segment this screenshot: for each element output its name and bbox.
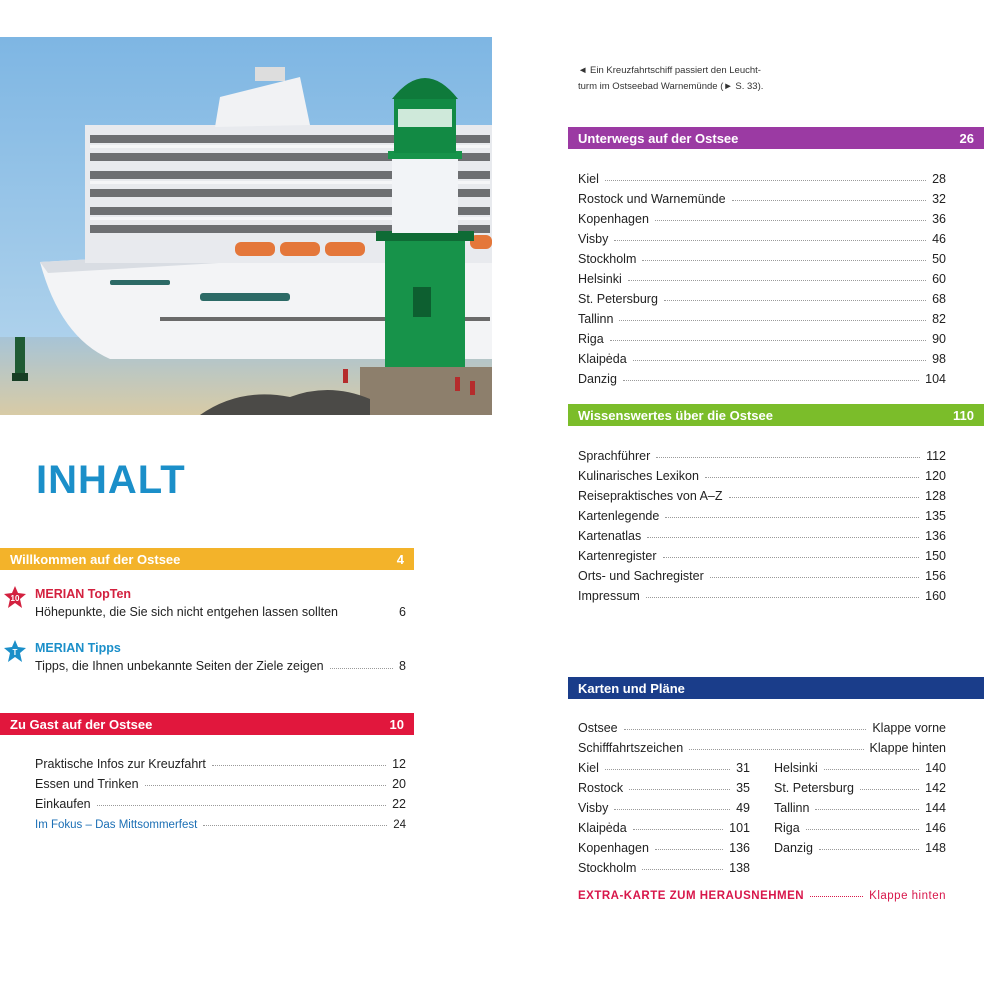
section-page: 10 xyxy=(389,716,404,732)
toc-label: Kulinarisches Lexikon xyxy=(578,469,699,483)
section-label: Zu Gast auf der Ostsee xyxy=(10,716,153,732)
toc-label: Einkaufen xyxy=(35,797,91,811)
toc-row[interactable] xyxy=(578,206,946,226)
toc-page: 24 xyxy=(393,819,406,831)
toc-label: Orts- und Sachregister xyxy=(578,569,704,583)
karten-full-list xyxy=(578,715,946,755)
toc-label: Kopenhagen xyxy=(578,212,649,226)
toc-page: 136 xyxy=(925,529,946,543)
merian-topten-text: Höhepunkte, die Sie sich nicht entgehen lassen sollten xyxy=(35,605,338,619)
merian-topten-entry[interactable] xyxy=(4,586,406,620)
section-label: Unterwegs auf der Ostsee xyxy=(578,130,739,146)
toc-row[interactable] xyxy=(578,226,946,246)
toc-label: Rostock xyxy=(578,781,624,795)
karten-right-list xyxy=(774,755,946,855)
toc-row[interactable] xyxy=(578,795,750,815)
toc-label: Helsinki xyxy=(578,272,622,286)
toc-row[interactable] xyxy=(578,346,946,366)
toc-page: 36 xyxy=(932,212,946,226)
tipps-badge-icon xyxy=(4,640,26,662)
toc-label: Kiel xyxy=(578,761,599,775)
section-page: 110 xyxy=(953,407,974,423)
toc-label: Kartenlegende xyxy=(578,509,660,523)
toc-label: Riga xyxy=(774,821,800,835)
svg-text:10: 10 xyxy=(10,594,20,603)
toc-label: Visby xyxy=(578,801,609,815)
toc-page: 112 xyxy=(926,449,946,463)
section-page: 4 xyxy=(396,551,404,567)
toc-label: Essen und Trinken xyxy=(35,777,139,791)
toc-page: 120 xyxy=(925,469,946,483)
toc-page: 146 xyxy=(925,821,946,835)
toc-row[interactable] xyxy=(578,166,946,186)
toc-row[interactable] xyxy=(578,755,750,775)
toc-row[interactable] xyxy=(35,791,406,811)
toc-row[interactable] xyxy=(578,583,946,603)
toc-page: 98 xyxy=(932,352,946,366)
toc-page: Klappe vorne xyxy=(872,721,946,735)
toc-page: 68 xyxy=(932,292,946,306)
toc-page: 12 xyxy=(392,757,406,771)
toc-label: Klaipėda xyxy=(578,352,627,366)
toc-label: Riga xyxy=(578,332,604,346)
toc-label: St. Petersburg xyxy=(774,781,854,795)
caption-line-2: turm im Ostseebad Warnemünde (► S. 33). xyxy=(578,81,764,92)
unterwegs-list xyxy=(578,166,946,386)
toc-row[interactable] xyxy=(578,543,946,563)
toc-label: Danzig xyxy=(578,372,617,386)
toc-label: Kartenregister xyxy=(578,549,657,563)
toc-page: 20 xyxy=(392,777,406,791)
toc-page: 140 xyxy=(925,761,946,775)
toc-page: 90 xyxy=(932,332,946,346)
toc-row[interactable] xyxy=(578,463,946,483)
karten-left-list xyxy=(578,755,750,875)
cover-photo xyxy=(0,37,492,415)
toc-label: Praktische Infos zur Kreuzfahrt xyxy=(35,757,206,771)
toc-page: 136 xyxy=(729,841,750,855)
toc-row[interactable] xyxy=(578,286,946,306)
merian-topten-title: MERIAN TopTen xyxy=(35,587,132,601)
section-label: Willkommen auf der Ostsee xyxy=(10,551,181,567)
toc-row[interactable] xyxy=(774,795,946,815)
section-bar-willkommen[interactable] xyxy=(0,548,414,570)
toc-row[interactable] xyxy=(774,755,946,775)
wissenswertes-list xyxy=(578,443,946,603)
merian-tipps-title: MERIAN Tipps xyxy=(35,641,121,655)
toc-page: 104 xyxy=(925,372,946,386)
toc-row[interactable] xyxy=(578,523,946,543)
toc-page: 138 xyxy=(729,861,750,875)
toc-row[interactable] xyxy=(35,751,406,771)
toc-page: 142 xyxy=(925,781,946,795)
toc-page: 128 xyxy=(925,489,946,503)
section-bar-zugast[interactable] xyxy=(0,713,414,735)
toc-label: Reisepraktisches von A–Z xyxy=(578,489,723,503)
photo-caption xyxy=(578,63,763,95)
section-label: Wissenswertes über die Ostsee xyxy=(578,407,773,423)
toc-row[interactable] xyxy=(578,266,946,286)
toc-row[interactable] xyxy=(578,735,946,755)
toc-row[interactable] xyxy=(578,563,946,583)
extra-map-label: EXTRA-KARTE ZUM HERAUSNEHMEN xyxy=(578,890,805,902)
merian-topten-page: 6 xyxy=(399,605,406,619)
toc-label: Ostsee xyxy=(578,721,618,735)
toc-page: 156 xyxy=(925,569,946,583)
zugast-list xyxy=(35,751,406,831)
toc-label: Tallinn xyxy=(578,312,614,326)
section-bar-unterwegs[interactable] xyxy=(568,127,984,149)
toc-row[interactable] xyxy=(578,326,946,346)
page-title: INHALT xyxy=(36,458,186,502)
toc-label: Visby xyxy=(578,232,609,246)
toc-label: Kopenhagen xyxy=(578,841,649,855)
toc-row[interactable] xyxy=(578,775,750,795)
toc-page: 49 xyxy=(736,801,750,815)
extra-map-entry[interactable] xyxy=(578,882,946,902)
toc-row[interactable] xyxy=(578,503,946,523)
toc-row[interactable] xyxy=(578,815,750,835)
toc-label: Schifffahrtszeichen xyxy=(578,741,684,755)
section-label: Karten und Pläne xyxy=(578,680,685,696)
toc-row[interactable] xyxy=(774,835,946,855)
section-bar-karten[interactable] xyxy=(568,677,984,699)
toc-label: Im Fokus – Das Mittsommerfest xyxy=(35,819,198,831)
toc-row[interactable] xyxy=(578,366,946,386)
toc-row[interactable] xyxy=(578,835,750,855)
toc-page: 31 xyxy=(736,761,750,775)
toc-row[interactable] xyxy=(578,715,946,735)
toc-row[interactable] xyxy=(578,246,946,266)
toc-page: Klappe hinten xyxy=(869,741,946,755)
toc-label: Klaipėda xyxy=(578,821,627,835)
section-bar-wissenswertes[interactable] xyxy=(568,404,984,426)
toc-row[interactable] xyxy=(578,306,946,326)
toc-page: 144 xyxy=(925,801,946,815)
toc-page: 28 xyxy=(932,172,946,186)
merian-tipps-page: 8 xyxy=(399,659,406,673)
extra-map-page: Klappe hinten xyxy=(869,890,946,902)
toc-page: 35 xyxy=(736,781,750,795)
toc-page: 22 xyxy=(392,797,406,811)
toc-page: 101 xyxy=(729,821,750,835)
toc-label: Kartenatlas xyxy=(578,529,642,543)
toc-row[interactable] xyxy=(578,186,946,206)
toc-page: 60 xyxy=(932,272,946,286)
toc-label: Stockholm xyxy=(578,861,637,875)
toc-row[interactable] xyxy=(774,815,946,835)
toc-page: 135 xyxy=(925,509,946,523)
toc-label: Helsinki xyxy=(774,761,818,775)
toc-page: 46 xyxy=(932,232,946,246)
toc-page: 50 xyxy=(932,252,946,266)
toc-label: Kiel xyxy=(578,172,599,186)
merian-tipps-entry[interactable] xyxy=(4,640,406,674)
toc-label: Rostock und Warnemünde xyxy=(578,192,726,206)
toc-page: 82 xyxy=(932,312,946,326)
topten-badge-icon xyxy=(4,586,26,608)
caption-line-1: ◄ Ein Kreuzfahrtschiff passiert den Leucht- xyxy=(578,65,761,76)
toc-row[interactable] xyxy=(578,855,750,875)
toc-label: Tallinn xyxy=(774,801,810,815)
toc-label: Stockholm xyxy=(578,252,637,266)
svg-text:T: T xyxy=(12,648,18,657)
toc-label: Impressum xyxy=(578,589,640,603)
toc-label: Sprachführer xyxy=(578,449,651,463)
toc-page: 32 xyxy=(932,192,946,206)
section-page: 26 xyxy=(959,130,974,146)
toc-row[interactable] xyxy=(774,775,946,795)
merian-tipps-text: Tipps, die Ihnen unbekannte Seiten der Ziele zeigen xyxy=(35,659,324,673)
toc-page: 150 xyxy=(925,549,946,563)
toc-row[interactable] xyxy=(578,443,946,463)
toc-label: Danzig xyxy=(774,841,813,855)
toc-row[interactable] xyxy=(578,483,946,503)
toc-page: 160 xyxy=(925,589,946,603)
toc-label: St. Petersburg xyxy=(578,292,658,306)
toc-row[interactable] xyxy=(35,771,406,791)
toc-row-focus[interactable] xyxy=(35,811,406,831)
toc-page: 148 xyxy=(925,841,946,855)
